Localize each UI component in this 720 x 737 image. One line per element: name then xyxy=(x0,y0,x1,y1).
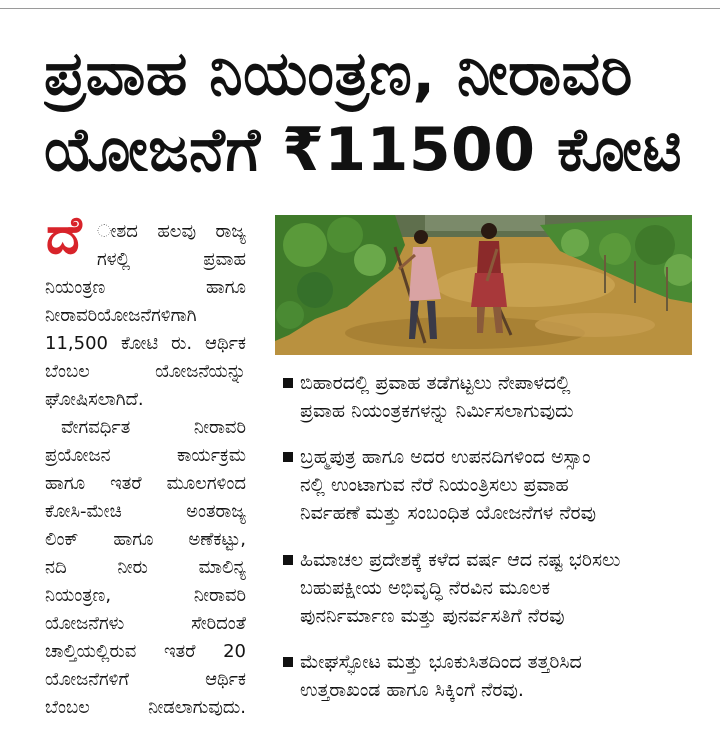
body-line: ನಿಯಂತ್ರಣ, ನೀರಾವರಿ xyxy=(45,585,246,606)
bullet-line: ನಿರ್ವಹಣೆ ಮತ್ತು ಸಂಬಂಧಿತ ಯೋಜನೆಗಳ ನೆರವು xyxy=(300,502,597,524)
body-line: 11,500 ಕೋಟಿ ರು. ಆರ್ಥಿಕ xyxy=(45,333,246,354)
bullet-line: ಉತ್ತರಾಖಂಡ ಹಾಗೂ ಸಿಕ್ಕಿಂಗೆ ನೆರವು. xyxy=(300,679,524,701)
body-line: ಯೋಜನೆಗಳಿಗೆ ಆರ್ಥಿಕ xyxy=(45,669,246,690)
body-line: ವೇಗವರ್ಧಿತ ನೀರಾವರಿ xyxy=(61,417,246,438)
body-line: ಹಾಗೂ ಇತರೆ ಮೂಲಗಳಿಂದ xyxy=(45,473,246,494)
body-line: ನದಿ ನೀರು ಮಾಲಿನ್ಯ xyxy=(45,557,246,578)
headline-line-1: ಪ್ರವಾಹ ನಿಯಂತ್ರಣ, ನೀರಾವರಿ xyxy=(44,39,633,109)
body-line: ನಿಯಂತ್ರಣ ಹಾಗೂ xyxy=(45,277,246,298)
bullet-line: ನಲ್ಲಿ ಉಂಟಾಗುವ ನೆರೆ ನಿಯಂತ್ರಿಸಲು ಪ್ರವಾಹ xyxy=(300,474,569,496)
headline-line-2: ಯೋಜನೆಗೆ ₹11500 ಕೋಟಿ xyxy=(44,115,683,185)
body-line: ಗಳಲ್ಲಿ ಪ್ರವಾಹ xyxy=(97,249,246,270)
flood-photo xyxy=(275,215,692,355)
body-line: ಬೆಂಬಲ ಯೋಜನೆಯನ್ನು xyxy=(45,361,246,382)
bullet-square-icon xyxy=(283,452,293,462)
bullet-line: ಬ್ರಹ್ಮಪುತ್ರ ಹಾಗೂ ಅದರ ಉಪನದಿಗಳಿಂದ ಅಸ್ಸಾಂ xyxy=(300,446,591,468)
body-column xyxy=(45,218,246,722)
bullet-line: ಹಿಮಾಚಲ ಪ್ರದೇಶಕ್ಕೆ ಕಳೆದ ವರ್ಷ ಆದ ನಷ್ಟ ಭರಿಸಲು xyxy=(300,549,621,571)
body-line: ಘೋಷಿಸಲಾಗಿದೆ. xyxy=(45,389,144,410)
body-line: ಬೆಂಬಲ ನೀಡಲಾಗುವುದು. xyxy=(45,697,246,718)
bullet-line: ಬಹುಪಕ್ಷೀಯ ಅಭಿವೃದ್ಧಿ ನೆರವಿನ ಮೂಲಕ xyxy=(300,577,551,599)
bullet-line: ಮೇಘಸ್ಫೋಟ ಮತ್ತು ಭೂಕುಸಿತದಿಂದ ತತ್ತರಿಸಿದ xyxy=(300,651,582,673)
body-line: ನೀರಾವರಿಯೋಜನೆಗಳಿಗಾಗಿ xyxy=(45,305,197,326)
bullet-square-icon xyxy=(283,378,293,388)
bullet-line: ಪುನರ್ನಿರ್ಮಾಣ ಮತ್ತು ಪುನರ್ವಸತಿಗೆ ನೆರವು xyxy=(300,605,565,627)
body-line: ಲಿಂಕ್ ಹಾಗೂ ಅಣೆಕಟ್ಟು, xyxy=(45,529,246,550)
drop-cap: ದೆ xyxy=(46,206,82,266)
top-rule xyxy=(0,8,720,9)
bullet-line: ಪ್ರವಾಹ ನಿಯಂತ್ರಕಗಳನ್ನು ನಿರ್ಮಿಸಲಾಗುವುದು xyxy=(300,400,574,422)
body-line: ಪ್ರಯೋಜನ ಕಾರ್ಯಕ್ರಮ xyxy=(45,445,246,466)
bullet-square-icon xyxy=(283,657,293,667)
water-reflection xyxy=(435,263,615,307)
body-line: ಯೋಜನೆಗಳು ಸೇರಿದಂತೆ xyxy=(45,613,246,634)
bullet-square-icon xyxy=(283,555,293,565)
body-line: ೕಶದ ಹಲವು ರಾಜ್ಯ xyxy=(97,221,246,242)
body-line: ಚಾಲ್ತಿಯಲ್ಲಿರುವ ಇತರೆ 20 xyxy=(45,641,246,662)
bullet-line: ಬಿಹಾರದಲ್ಲಿ ಪ್ರವಾಹ ತಡೆಗಟ್ಟಲು ನೇಪಾಳದಲ್ಲಿ xyxy=(300,372,571,394)
body-line: ಕೋಸಿ-ಮೇಚಿ ಅಂತರಾಜ್ಯ xyxy=(45,501,246,522)
